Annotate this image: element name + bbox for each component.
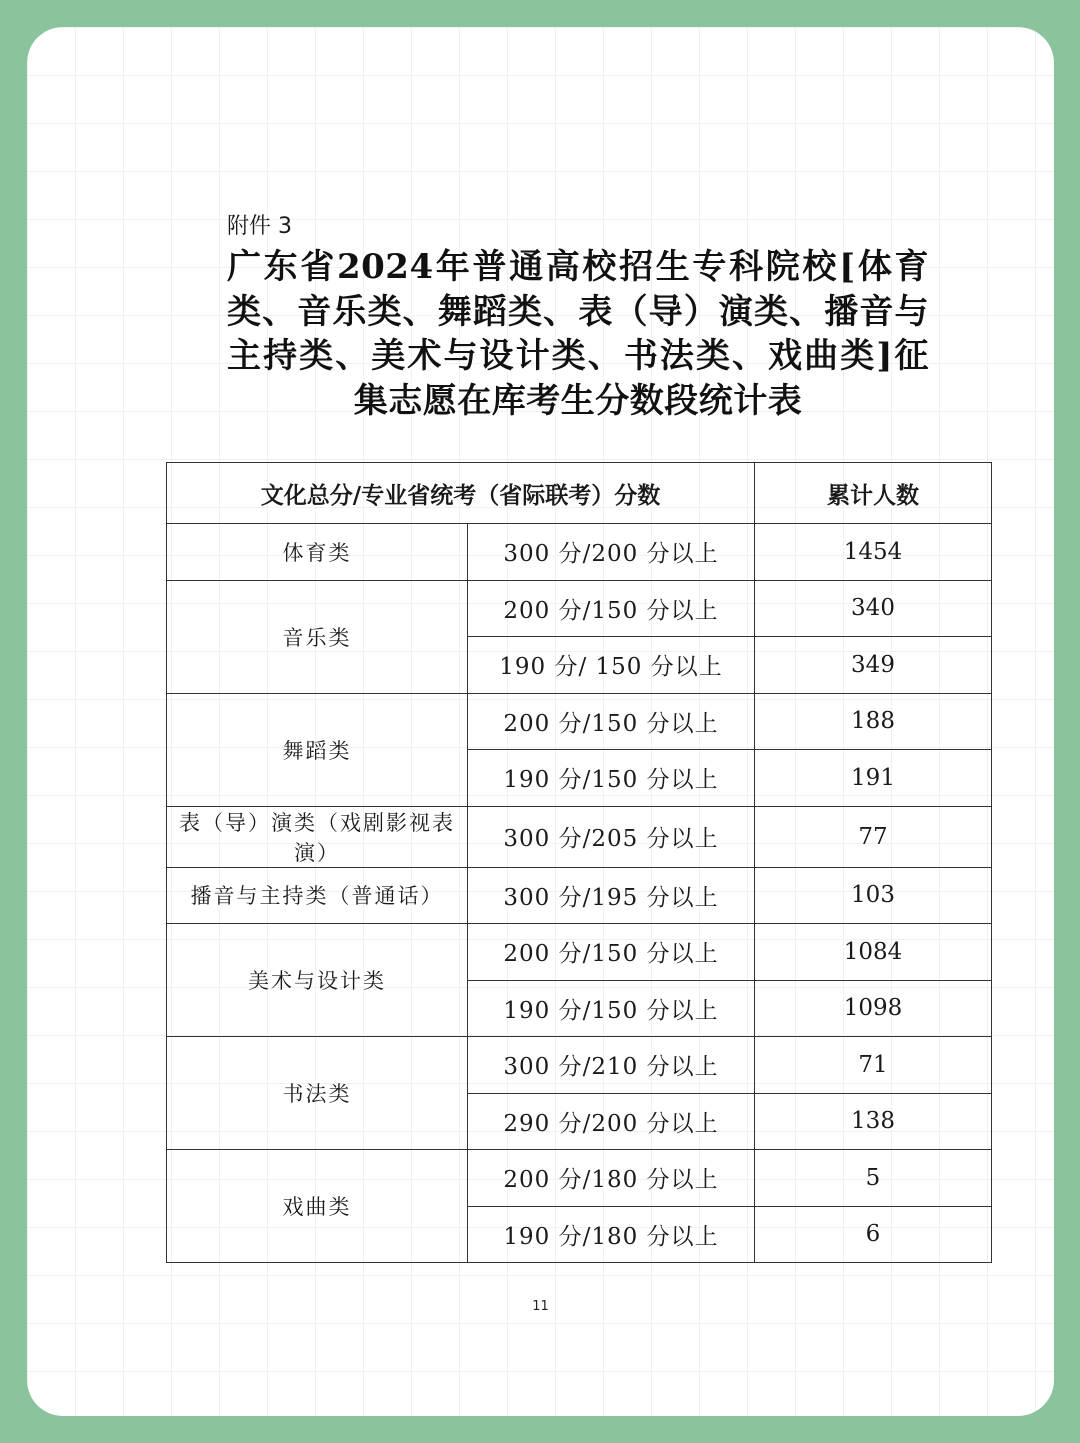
score-cell: 300 分/205 分以上 <box>468 806 755 867</box>
count-cell: 340 <box>755 580 992 637</box>
score-cell: 190 分/ 150 分以上 <box>468 637 755 694</box>
score-cell: 190 分/180 分以上 <box>468 1206 755 1263</box>
count-cell: 103 <box>755 867 992 924</box>
category-cell: 体育类 <box>167 524 468 581</box>
score-cell: 200 分/180 分以上 <box>468 1150 755 1207</box>
score-cell: 300 分/195 分以上 <box>468 867 755 924</box>
count-cell: 191 <box>755 750 992 807</box>
table-header-row <box>167 463 992 524</box>
count-cell: 71 <box>755 1037 992 1094</box>
table-row <box>167 580 992 637</box>
count-cell: 6 <box>755 1206 992 1263</box>
count-cell: 1084 <box>755 924 992 981</box>
score-cell: 200 分/150 分以上 <box>468 580 755 637</box>
header-score: 文化总分/专业省统考（省际联考）分数 <box>167 463 755 524</box>
category-cell: 书法类 <box>167 1037 468 1150</box>
table-row <box>167 867 992 924</box>
score-cell: 190 分/150 分以上 <box>468 980 755 1037</box>
table-row <box>167 1037 992 1094</box>
count-cell: 5 <box>755 1150 992 1207</box>
count-cell: 1098 <box>755 980 992 1037</box>
count-cell: 349 <box>755 637 992 694</box>
count-cell: 77 <box>755 806 992 867</box>
document-title: 广东省2024年普通高校招生专科院校[体育类、音乐类、舞蹈类、表（导）演类、播音与主持类、美术与设计类、书法类、戏曲类]征集志愿在库考生分数段统计表 <box>227 247 929 421</box>
table-row <box>167 1150 992 1207</box>
score-statistics-table <box>166 462 992 1263</box>
table-body <box>167 524 992 1263</box>
table-row <box>167 524 992 581</box>
category-cell: 表（导）演类（戏剧影视表演） <box>167 806 468 867</box>
category-cell: 播音与主持类（普通话） <box>167 867 468 924</box>
count-cell: 138 <box>755 1093 992 1150</box>
score-cell: 200 分/150 分以上 <box>468 924 755 981</box>
document-card <box>27 27 1054 1416</box>
annex-label: 附件 3 <box>227 214 292 239</box>
score-cell: 300 分/210 分以上 <box>468 1037 755 1094</box>
table-row <box>167 693 992 750</box>
table-row <box>167 924 992 981</box>
score-cell: 190 分/150 分以上 <box>468 750 755 807</box>
category-cell: 戏曲类 <box>167 1150 468 1263</box>
count-cell: 1454 <box>755 524 992 581</box>
page-number: 11 <box>532 1299 549 1314</box>
category-cell: 音乐类 <box>167 580 468 693</box>
score-cell: 300 分/200 分以上 <box>468 524 755 581</box>
score-cell: 200 分/150 分以上 <box>468 693 755 750</box>
category-cell: 舞蹈类 <box>167 693 468 806</box>
table-row <box>167 806 992 867</box>
header-count: 累计人数 <box>755 463 992 524</box>
count-cell: 188 <box>755 693 992 750</box>
category-cell: 美术与设计类 <box>167 924 468 1037</box>
score-cell: 290 分/200 分以上 <box>468 1093 755 1150</box>
